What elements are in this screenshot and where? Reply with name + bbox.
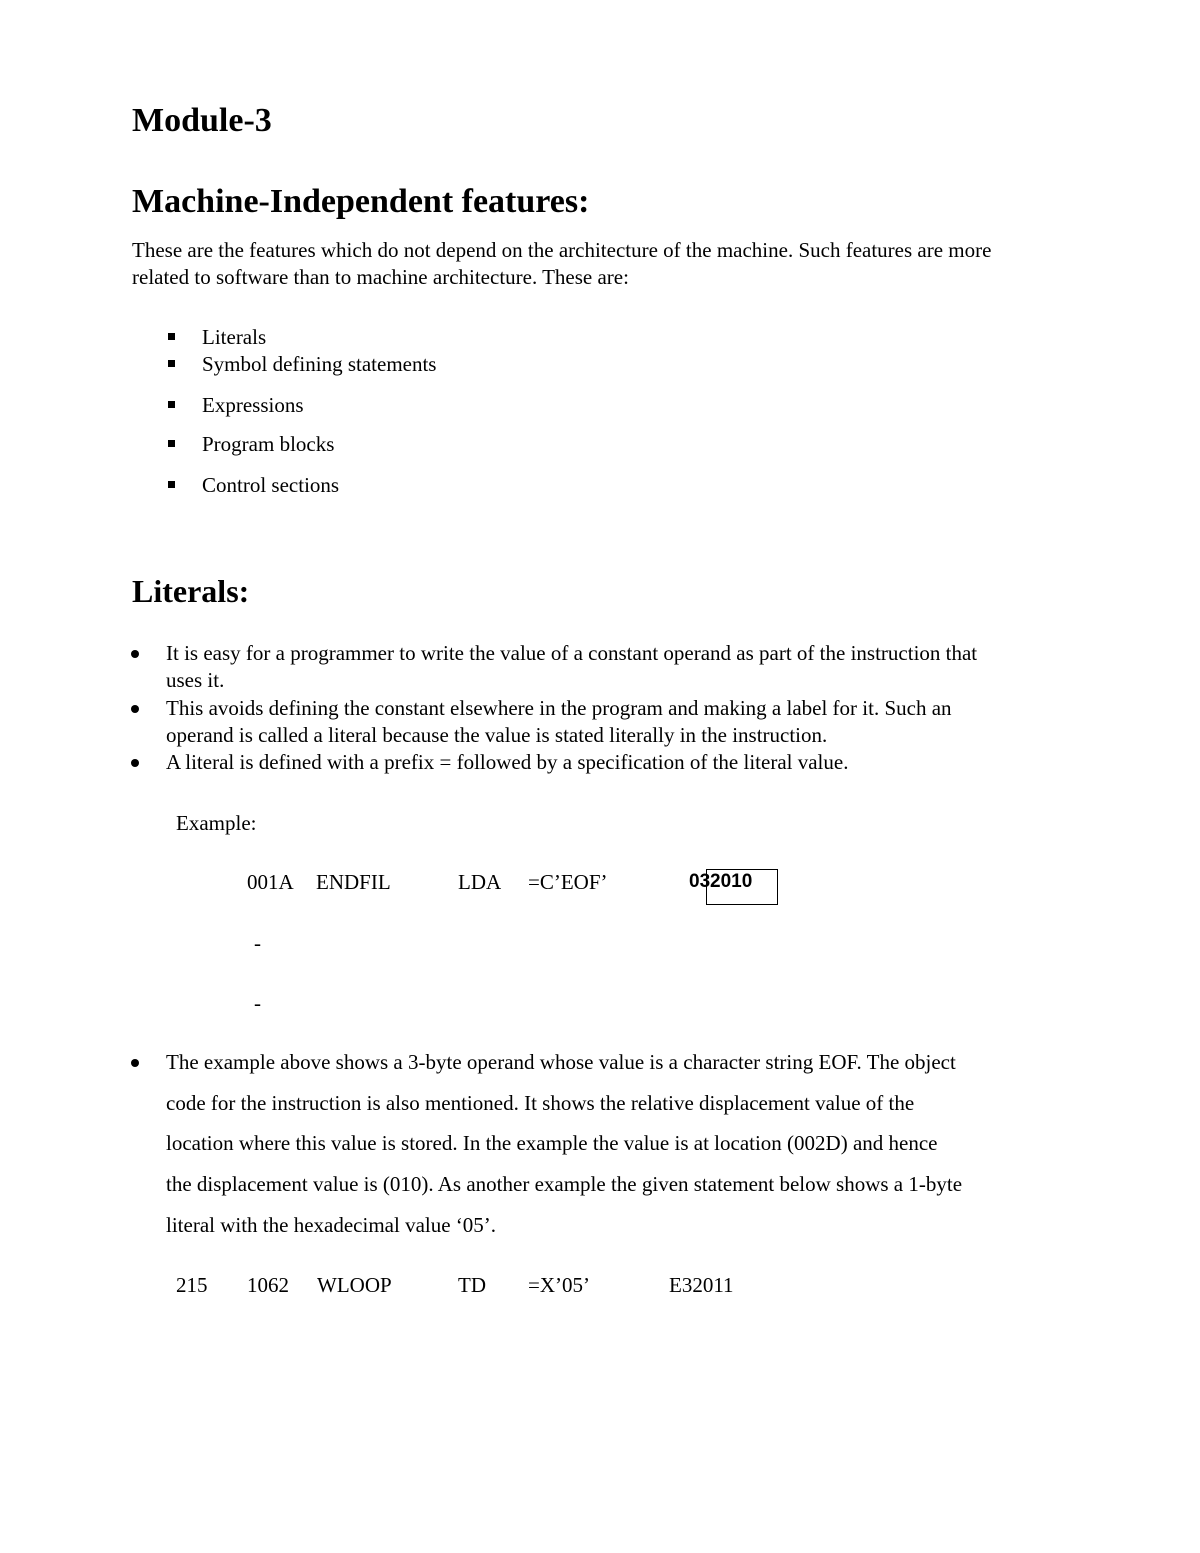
round-bullet-icon bbox=[131, 759, 139, 767]
literal-point-line: This avoids defining the constant elsewhere in the program and making a label for it. Such an bbox=[166, 696, 952, 720]
explanation-line: code for the instruction is also mentioned. It shows the relative displacement value of the bbox=[166, 1091, 915, 1115]
example-2-operand: =X’05’ bbox=[528, 1273, 590, 1297]
module-title: Module-3 bbox=[132, 102, 272, 139]
example-1-loc: 001A bbox=[247, 870, 294, 894]
ellipsis-dash: - bbox=[254, 931, 261, 955]
square-bullet-icon bbox=[168, 481, 175, 488]
intro-line-2: related to software than to machine architecture. These are: bbox=[132, 265, 629, 289]
example-1-objcode-prefix: 03 bbox=[689, 871, 711, 892]
example-label: Example: bbox=[176, 811, 257, 835]
round-bullet-icon bbox=[131, 1059, 139, 1067]
explanation-line: location where this value is stored. In the example the value is at location (002D) and hence bbox=[166, 1131, 938, 1155]
section-title: Machine-Independent features: bbox=[132, 183, 590, 220]
round-bullet-icon bbox=[131, 650, 139, 658]
literal-point-line: operand is called a literal because the value is stated literally in the instruction. bbox=[166, 723, 828, 747]
feature-item: Control sections bbox=[202, 473, 340, 497]
example-1-op: LDA bbox=[458, 870, 502, 894]
explanation-line: literal with the hexadecimal value ‘05’. bbox=[166, 1213, 497, 1237]
feature-item: Program blocks bbox=[202, 432, 335, 456]
feature-item: Expressions bbox=[202, 393, 304, 417]
literal-point-line: uses it. bbox=[166, 668, 225, 692]
literal-point-line: It is easy for a programmer to write the value of a constant operand as part of the instruction that bbox=[166, 641, 978, 665]
feature-item: Symbol defining statements bbox=[202, 352, 437, 376]
square-bullet-icon bbox=[168, 333, 175, 340]
round-bullet-icon bbox=[131, 705, 139, 713]
intro-line-1: These are the features which do not depend on the architecture of the machine. Such features are more bbox=[132, 238, 992, 262]
example-2-label: WLOOP bbox=[317, 1273, 392, 1297]
example-2-line: 215 bbox=[176, 1273, 208, 1297]
ellipsis-dash: - bbox=[254, 991, 261, 1015]
literal-point-line: A literal is defined with a prefix = followed by a specification of the literal value. bbox=[166, 750, 849, 774]
example-2-loc: 1062 bbox=[247, 1273, 289, 1297]
example-1-label: ENDFIL bbox=[316, 870, 391, 894]
example-1-objcode-boxed: 2010 bbox=[710, 871, 753, 892]
square-bullet-icon bbox=[168, 360, 175, 367]
feature-item: Literals bbox=[202, 325, 267, 349]
square-bullet-icon bbox=[168, 401, 175, 408]
square-bullet-icon bbox=[168, 440, 175, 447]
explanation-line: The example above shows a 3-byte operand whose value is a character string EOF. The object bbox=[166, 1050, 956, 1074]
example-2-op: TD bbox=[458, 1273, 486, 1297]
explanation-line: the displacement value is (010). As another example the given statement below shows a 1-byte bbox=[166, 1172, 963, 1196]
example-2-objcode: E32011 bbox=[669, 1273, 734, 1297]
literals-title: Literals: bbox=[132, 573, 250, 609]
example-1-operand: =C’EOF’ bbox=[528, 870, 608, 894]
